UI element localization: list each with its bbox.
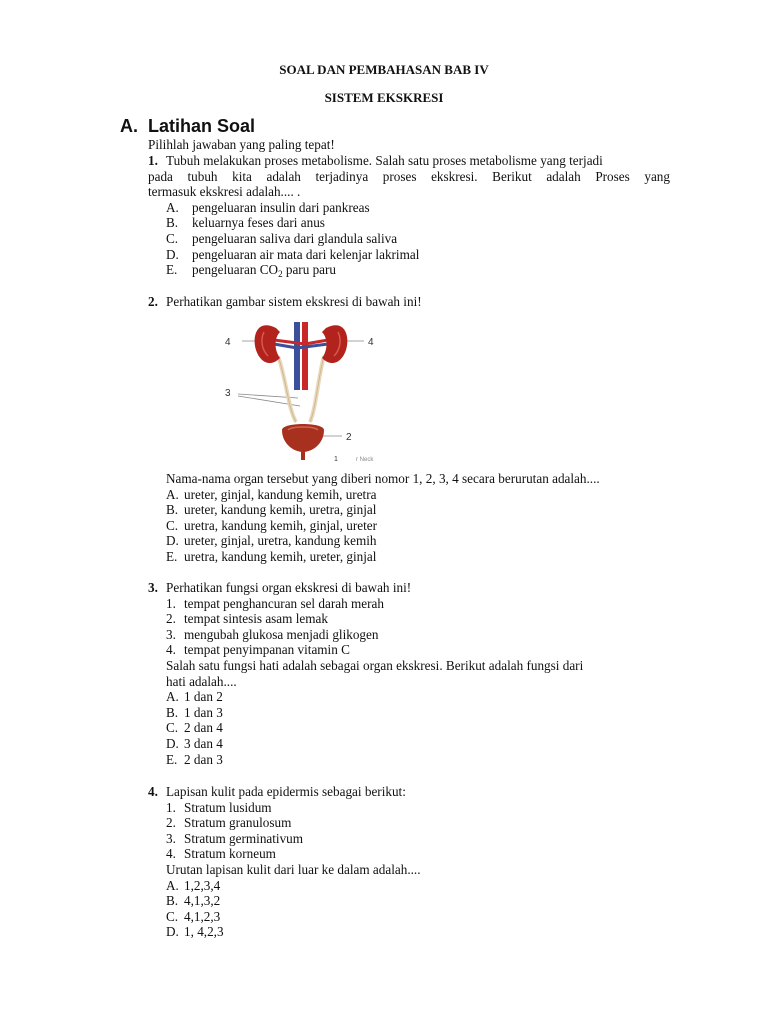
- question-number: 4.: [148, 784, 158, 799]
- list-item: 4. Stratum korneum: [166, 846, 276, 862]
- question-1-text: 1. Tubuh melakukan proses metabolisme. Salah satu proses metabolisme yang terjadi: [148, 153, 603, 168]
- list-item: 3. mengubah glukosa menjadi glikogen: [166, 626, 379, 642]
- option-a: A. 1 dan 2: [166, 689, 223, 705]
- option-b: B. keluarnya feses dari anus: [166, 215, 325, 231]
- option-e: E. 2 dan 3: [166, 751, 223, 767]
- bladder-shape: [282, 424, 324, 452]
- option-b: B. 4,1,3,2: [166, 893, 221, 909]
- question-1-text-line3: termasuk ekskresi adalah.... .: [148, 184, 301, 200]
- urinary-system-illustration: [200, 318, 410, 466]
- list-item: 2. Stratum granulosum: [166, 815, 292, 831]
- question-2: [148, 294, 670, 310]
- document-subtitle: SISTEM EKSKRESI: [324, 90, 444, 105]
- question-1: [148, 153, 670, 283]
- question-2-body: [148, 471, 670, 565]
- option-e: E. uretra, kandung kemih, ureter, ginjal: [166, 548, 377, 564]
- question-3-text: Perhatikan fungsi organ ekskresi di bawah ini!: [166, 580, 412, 595]
- list-item: 4. tempat penyimpanan vitamin C: [166, 642, 350, 658]
- section-title: Latihan Soal: [148, 116, 256, 136]
- diagram-label-1: 1: [334, 456, 338, 463]
- list-item: 3. Stratum germinativum: [166, 830, 304, 846]
- option-c: C. 4,1,2,3: [166, 908, 221, 924]
- diagram-label-4-left: 4: [225, 337, 231, 348]
- option-e: E. pengeluaran $CO_2$ paru paru: [166, 262, 337, 280]
- list-item: 1. tempat penghancuran sel darah merah: [166, 595, 384, 611]
- instruction-text: Pilihlah jawaban yang paling tepat!: [148, 137, 335, 152]
- diagram-label-fragment: r Neck: [356, 457, 374, 463]
- question-2-text: Perhatikan gambar sistem ekskresi di bawah ini!: [166, 294, 422, 309]
- question-3-question-line1: Salah satu fungsi hati adalah sebagai organ ekskresi. Berikut adalah fungsi dari: [166, 657, 584, 673]
- diagram-label-3: 3: [225, 388, 231, 399]
- option-a: A. ureter, ginjal, kandung kemih, uretra: [166, 486, 377, 502]
- option-b: B. 1 dan 3: [166, 704, 223, 720]
- option-c: C. 2 dan 4: [166, 720, 223, 736]
- question-4-question: Urutan lapisan kulit dari luar ke dalam adalah....: [166, 861, 421, 877]
- option-a: A. 1,2,3,4: [166, 877, 221, 893]
- option-d: D. ureter, ginjal, uretra, kandung kemih: [166, 533, 377, 549]
- question-1-text-line2: pada tubuh kita adalah terjadinya proses ekskresi. Berikut adalah Proses yang: [148, 168, 670, 184]
- list-item: 2. tempat sintesis asam lemak: [166, 611, 328, 627]
- section-heading: [120, 116, 255, 137]
- question-4: [148, 784, 670, 940]
- question-4-text: Lapisan kulit pada epidermis sebagai berikut:: [166, 784, 406, 799]
- option-c: C. pengeluaran saliva dari glandula saliva: [166, 230, 398, 246]
- question-number: 2.: [148, 294, 158, 309]
- question-3: [148, 580, 670, 767]
- question-2-question: Nama-nama organ tersebut yang diberi nomor 1, 2, 3, 4 secara berurutan adalah....: [166, 471, 600, 486]
- diagram-label-2: 2: [346, 432, 352, 443]
- section-letter: A.: [120, 116, 138, 136]
- option-b: B. ureter, kandung kemih, uretra, ginjal: [166, 502, 377, 518]
- list-item: 1. Stratum lusidum: [166, 799, 272, 815]
- option-a: A. pengeluaran insulin dari pankreas: [166, 199, 370, 215]
- question-number: 1.: [148, 153, 158, 168]
- diagram-label-4-right: 4: [368, 337, 374, 348]
- option-d: D. 3 dan 4: [166, 735, 223, 751]
- option-d: D. 1, 4,2,3: [166, 924, 224, 940]
- option-d: D. pengeluaran air mata dari kelenjar lakrimal: [166, 246, 420, 262]
- question-number: 3.: [148, 580, 158, 595]
- excretory-system-diagram: [200, 318, 410, 466]
- document-title: SOAL DAN PEMBAHASAN BAB IV: [279, 62, 489, 77]
- option-c: C. uretra, kandung kemih, ginjal, ureter: [166, 517, 377, 533]
- question-3-question-line2: hati adalah....: [166, 673, 237, 689]
